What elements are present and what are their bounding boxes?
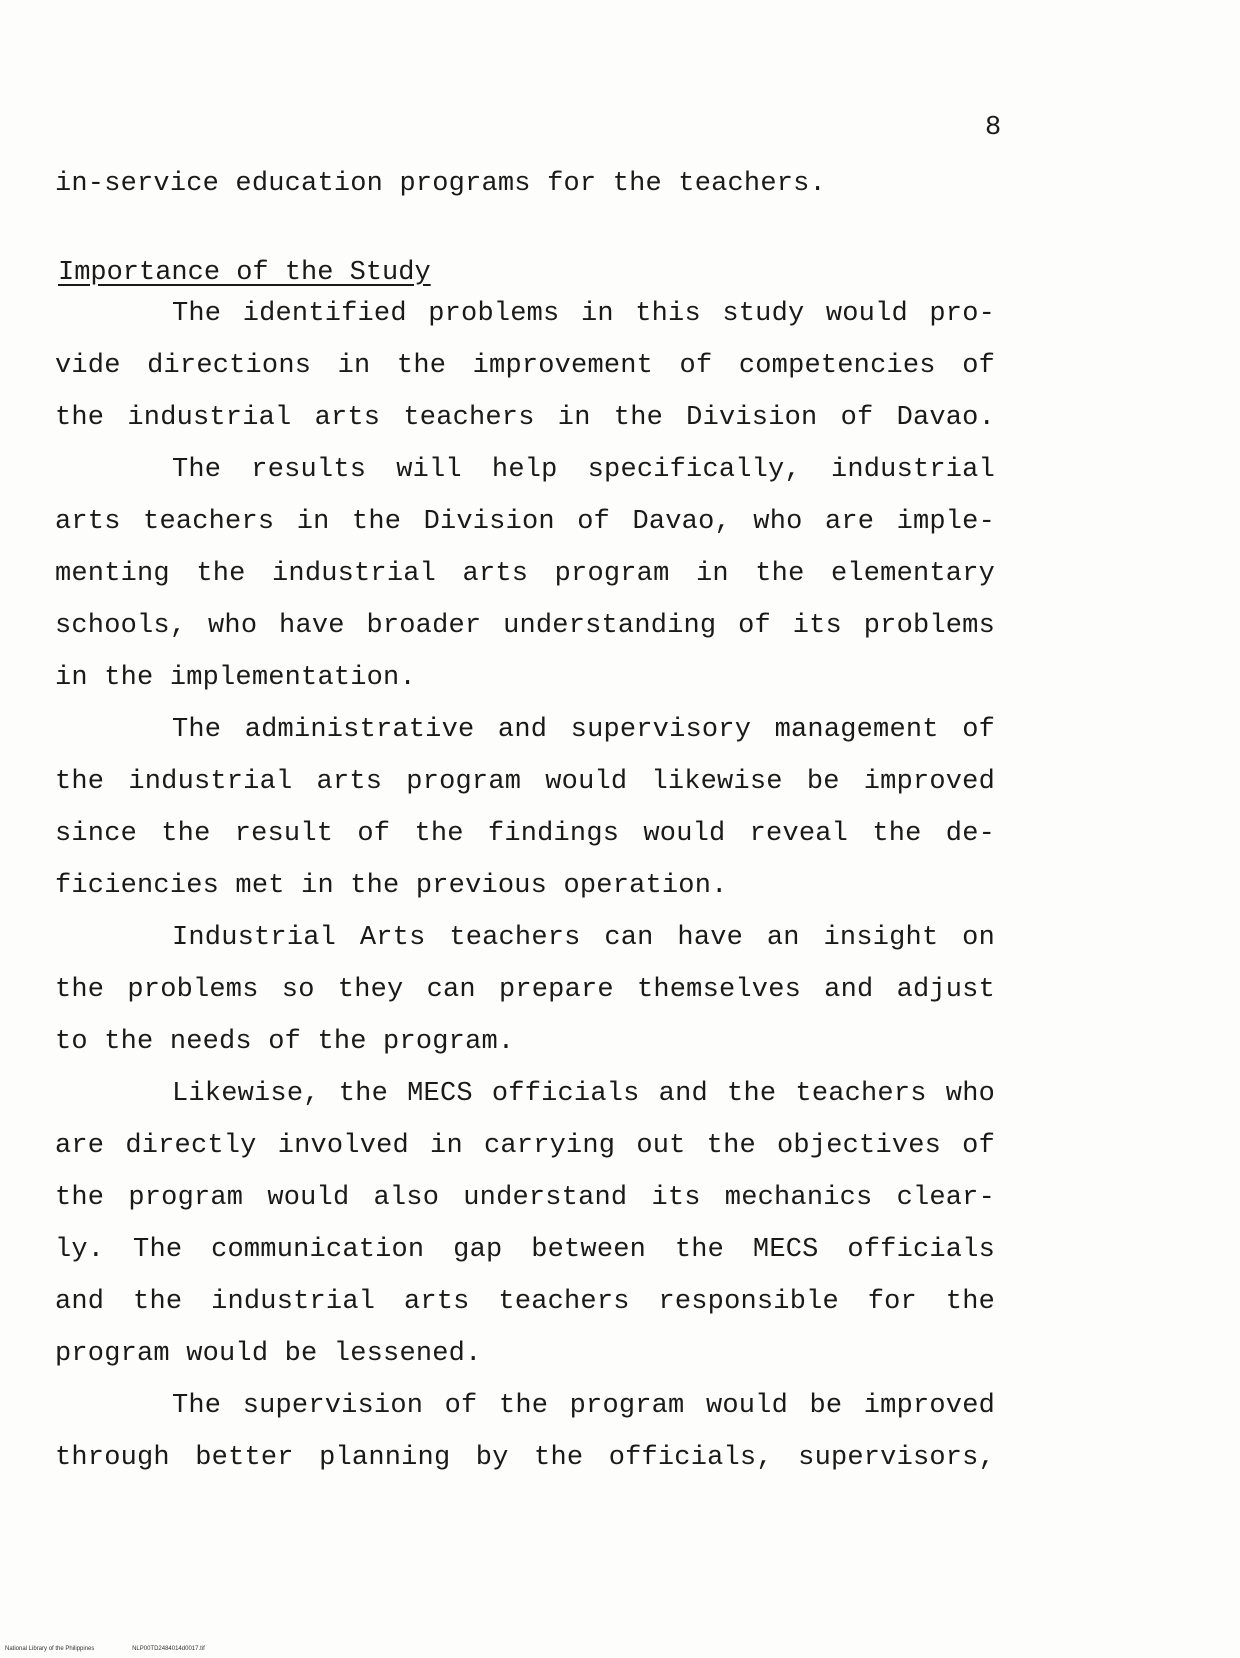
text-line-20: ly. The communication gap between the MECS officials — [55, 1235, 995, 1265]
text-line-13: ficiencies met in the previous operation. — [55, 871, 728, 901]
text-line-18: are directly involved in carrying out the objectives of — [55, 1131, 995, 1161]
text-line-11: the industrial arts program would likewise be improved — [55, 767, 995, 797]
section-heading: Importance of the Study — [58, 258, 431, 288]
footer-file: NLP00TD2484014d0017.tif — [132, 1646, 205, 1652]
text-line-5: The results will help specifically, industrial — [172, 455, 995, 485]
text-line-21: and the industrial arts teachers responsible for the — [55, 1287, 995, 1317]
text-line-15: the problems so they can prepare themselves and adjust — [55, 975, 995, 1005]
text-line-3: vide directions in the improvement of competencies of — [55, 351, 995, 381]
text-line-1: in-service education programs for the teachers. — [55, 169, 826, 199]
text-line-17: Likewise, the MECS officials and the teachers who — [172, 1079, 995, 1109]
footer-library: National Library of the Philippines — [5, 1646, 95, 1652]
text-line-2: The identified problems in this study would pro- — [172, 299, 995, 329]
text-line-10: The administrative and supervisory management of — [172, 715, 995, 745]
text-line-22: program would be lessened. — [55, 1339, 482, 1369]
text-line-16: to the needs of the program. — [55, 1027, 515, 1057]
text-line-14: Industrial Arts teachers can have an insight on — [172, 923, 995, 953]
text-line-23: The supervision of the program would be improved — [172, 1391, 995, 1421]
page-number: 8 — [985, 113, 1002, 143]
text-line-9: in the implementation. — [55, 663, 416, 693]
text-line-12: since the result of the findings would reveal the de- — [55, 819, 995, 849]
text-line-6: arts teachers in the Division of Davao, who are imple- — [55, 507, 995, 537]
text-line-8: schools, who have broader understanding of its problems — [55, 611, 995, 641]
text-line-19: the program would also understand its mechanics clear- — [55, 1183, 995, 1213]
text-line-24: through better planning by the officials, supervisors, — [55, 1443, 995, 1473]
text-line-7: menting the industrial arts program in the elementary — [55, 559, 995, 589]
text-line-4: the industrial arts teachers in the Division of Davao. — [55, 403, 995, 433]
scan-footer — [5, 1645, 241, 1653]
